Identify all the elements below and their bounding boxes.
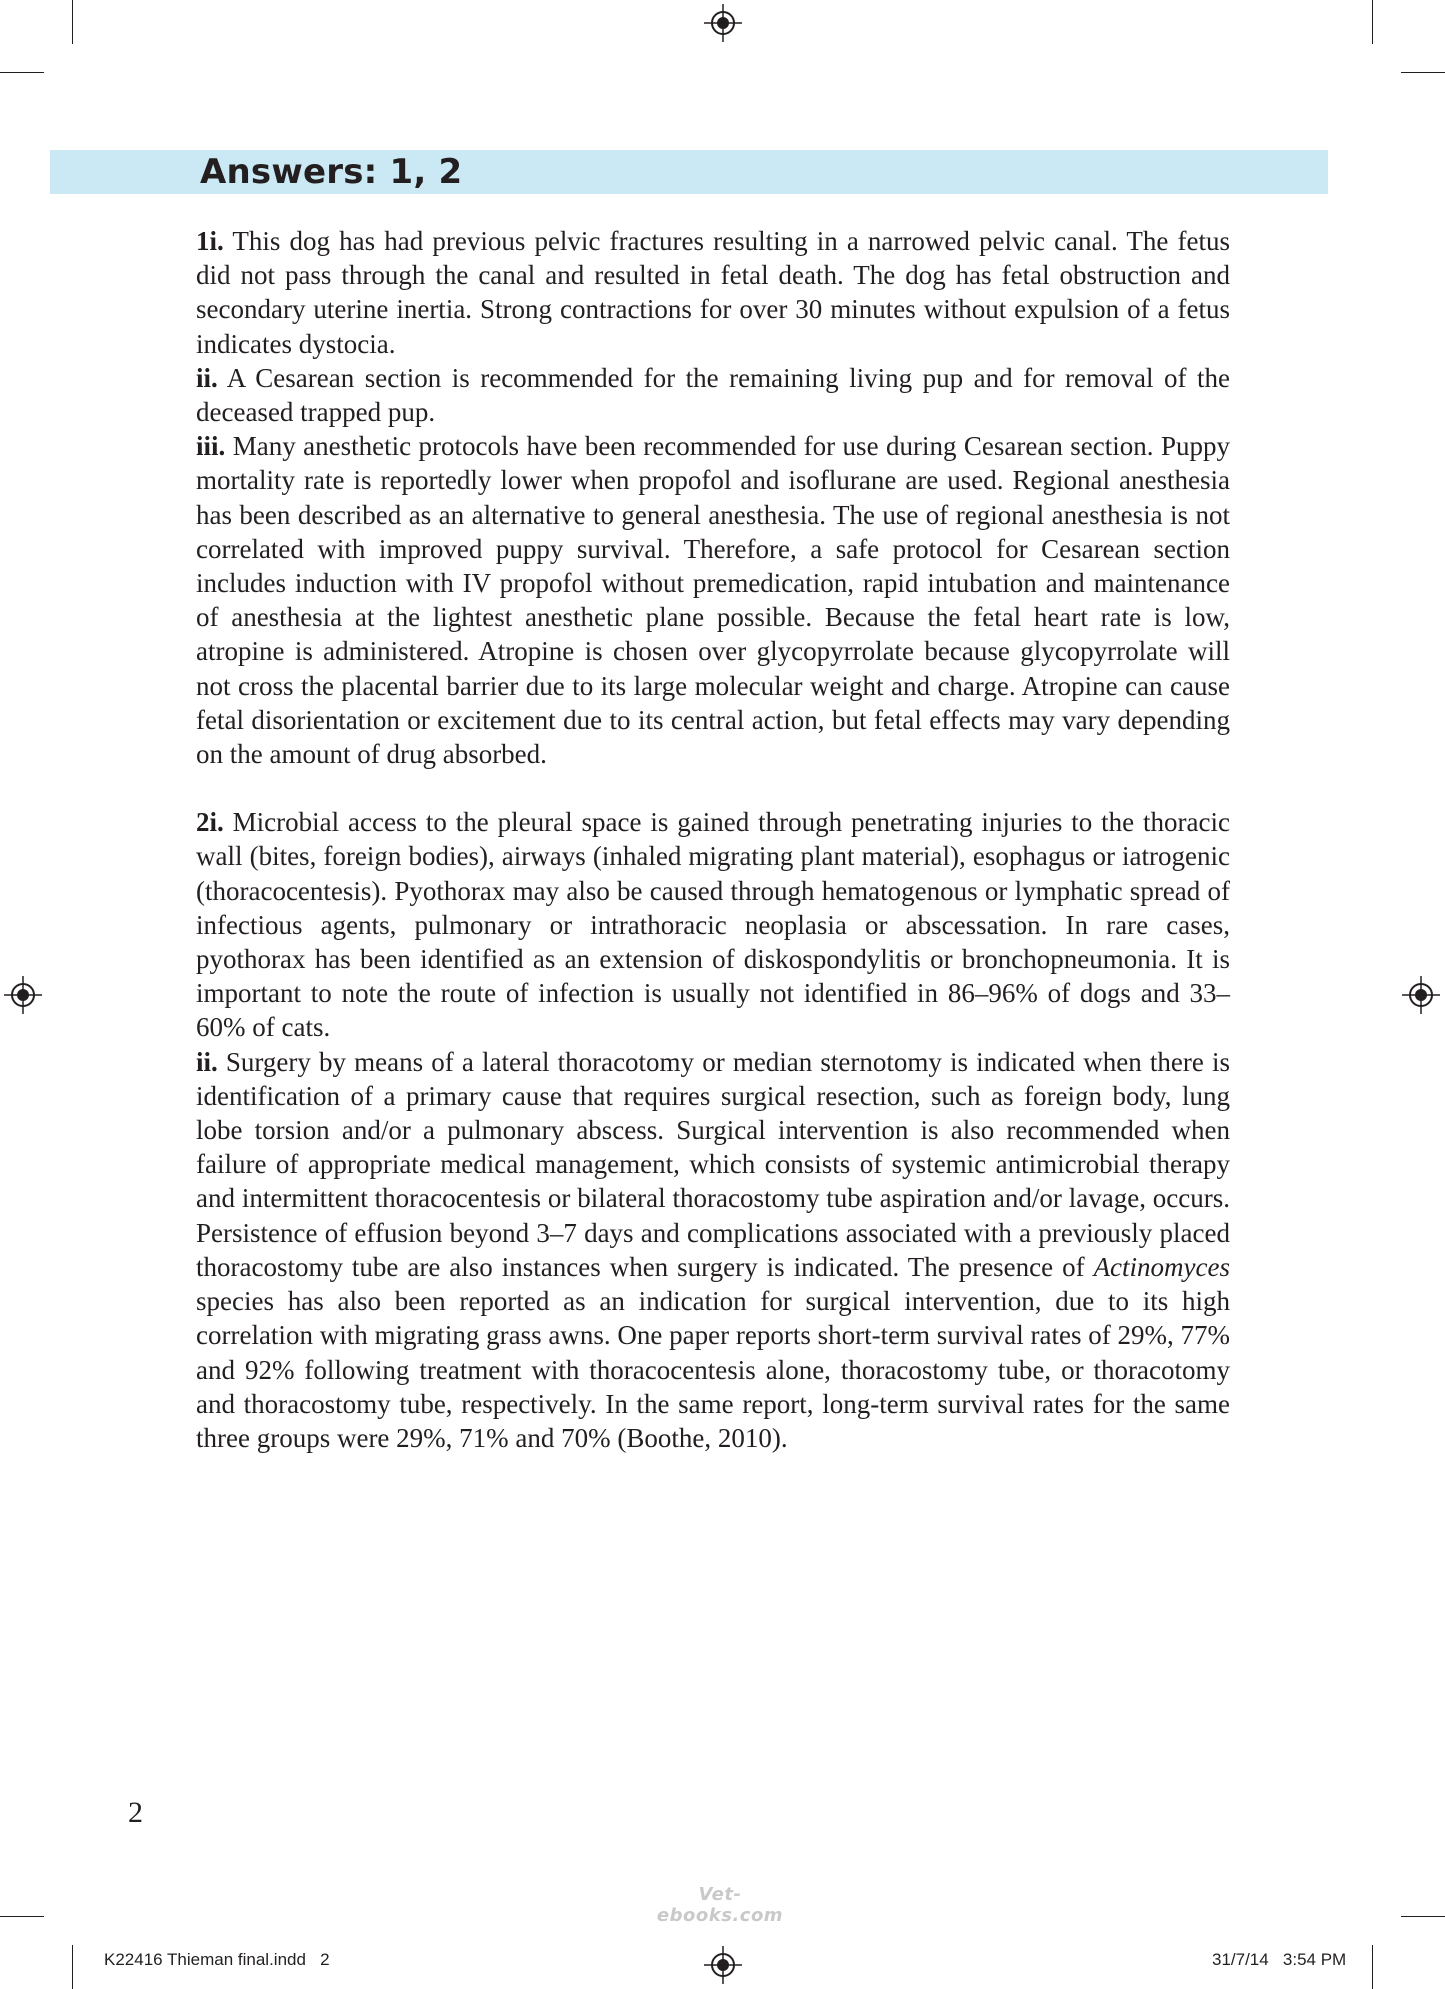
answer-text: Microbial access to the pleural space is gained through penetrating injuries to the thoracic wall (bites, foreign bodies), airways (inhaled migrating plant material), esophagus or iatrogenic (thoracocentesis). Pyothorax may also be caused through hematogenous or lymphatic spread of infectious agents, pulmonary or intrathoracic neoplasia or abscessation. In rare cases, pyothorax has been identified as an extension of diskospondylitis or bronchopneumonia. It is important to note the route of infection is usually not identified in 86–96% of dogs and 33–60% of cats. xyxy=(196,807,1230,1043)
answer-2i xyxy=(196,805,1230,1044)
slug-date-time: 31/7/14 3:54 PM xyxy=(1212,1950,1347,1969)
paragraph-gap xyxy=(196,771,1230,805)
answer-text: Many anesthetic protocols have been recommended for use during Cesarean section. Puppy mortality rate is reportedly lower when propofol and isoflurane are used. Regional anesthesia has been described as an alternative to general anesthesia. The use of regional anesthesia is not correlated with improved puppy survival. Therefore, a safe protocol for Cesarean section includes induction with IV propofol without premedication, rapid intubation and maintenance of anesthesia at the lightest anesthetic plane possible. Because the fetal heart rate is low, atropine is administered. Atropine is chosen over glycopyrrolate because glycopyrrolate will not cross the placental barrier due to its large molecular weight and charge. Atropine can cause fetal disorientation or excitement due to its central action, but fetal effects may vary depending on the amount of drug absorbed. xyxy=(196,431,1230,770)
answer-1iii xyxy=(196,429,1230,771)
crop-mark-top-right-h xyxy=(1401,72,1445,73)
answer-label: ii. xyxy=(196,1046,218,1077)
answer-italic-term: Actinomyces xyxy=(1093,1251,1230,1282)
answer-label: ii. xyxy=(196,362,218,393)
registration-mark-bottom-icon xyxy=(704,1946,742,1984)
answer-text: species has also been reported as an indication for surgical intervention, due to its high correlation with migrating grass awns. One paper reports short-term survival rates of 29%, 77% and 92% following treatment with thoracocentesis alone, thoracostomy tube, or thoracotomy and thoracostomy tube, respectively. In the same report, long-term survival rates for the same three groups were 29%, 71% and 70% (Boothe, 2010). xyxy=(196,1286,1230,1453)
answer-text: Surgery by means of a lateral thoracotomy or median sternotomy is indicated when there is identification of a primary cause that requires surgical resection, such as foreign body, lung lobe torsion and/or a pulmonary abscess. Surgical intervention is also recommended when failure of appropriate medical management, which consists of systemic antimicrobial therapy and intermittent thoracocentesis or bilateral thoracostomy tube aspiration and/or lavage, occurs. Persistence of effusion beyond 3–7 days and complications associated with a previously placed thoracostomy tube are also instances when surgery is indicated. The presence of xyxy=(196,1046,1230,1282)
answer-body xyxy=(196,224,1230,1455)
registration-mark-right-icon xyxy=(1402,976,1440,1014)
crop-mark-bottom-left xyxy=(72,1945,73,1989)
crop-mark-top-left xyxy=(72,0,73,44)
crop-mark-bottom-left-h xyxy=(0,1916,44,1917)
page-number: 2 xyxy=(128,1796,143,1829)
watermark-logo: Vet-ebooks.com xyxy=(656,1884,784,1926)
answer-label: iii. xyxy=(196,431,226,462)
page-title: Answers: 1, 2 xyxy=(200,152,463,192)
answer-1i xyxy=(196,224,1230,361)
answer-label: 1i. xyxy=(196,226,224,256)
slug-file-name: K22416 Thieman final.indd 2 xyxy=(104,1950,330,1969)
registration-mark-left-icon xyxy=(4,976,42,1014)
answer-text: This dog has had previous pelvic fractures resulting in a narrowed pelvic canal. The fetus did not pass through the canal and resulted in fetal death. The dog has fetal obstruction and secondary uterine inertia. Strong contractions for over 30 minutes without expulsion of a fetus indicates dystocia. xyxy=(196,226,1230,359)
answer-2ii xyxy=(196,1045,1230,1455)
crop-mark-top-right xyxy=(1372,0,1373,44)
crop-mark-bottom-right-h xyxy=(1401,1916,1445,1917)
answer-label: 2i. xyxy=(196,807,224,838)
answer-text: A Cesarean section is recommended for the remaining living pup and for removal of the deceased trapped pup. xyxy=(196,362,1230,428)
registration-mark-top-icon xyxy=(704,4,742,42)
answer-1ii xyxy=(196,361,1230,429)
crop-mark-bottom-right xyxy=(1372,1945,1373,1989)
crop-mark-top-left-h xyxy=(0,72,44,73)
